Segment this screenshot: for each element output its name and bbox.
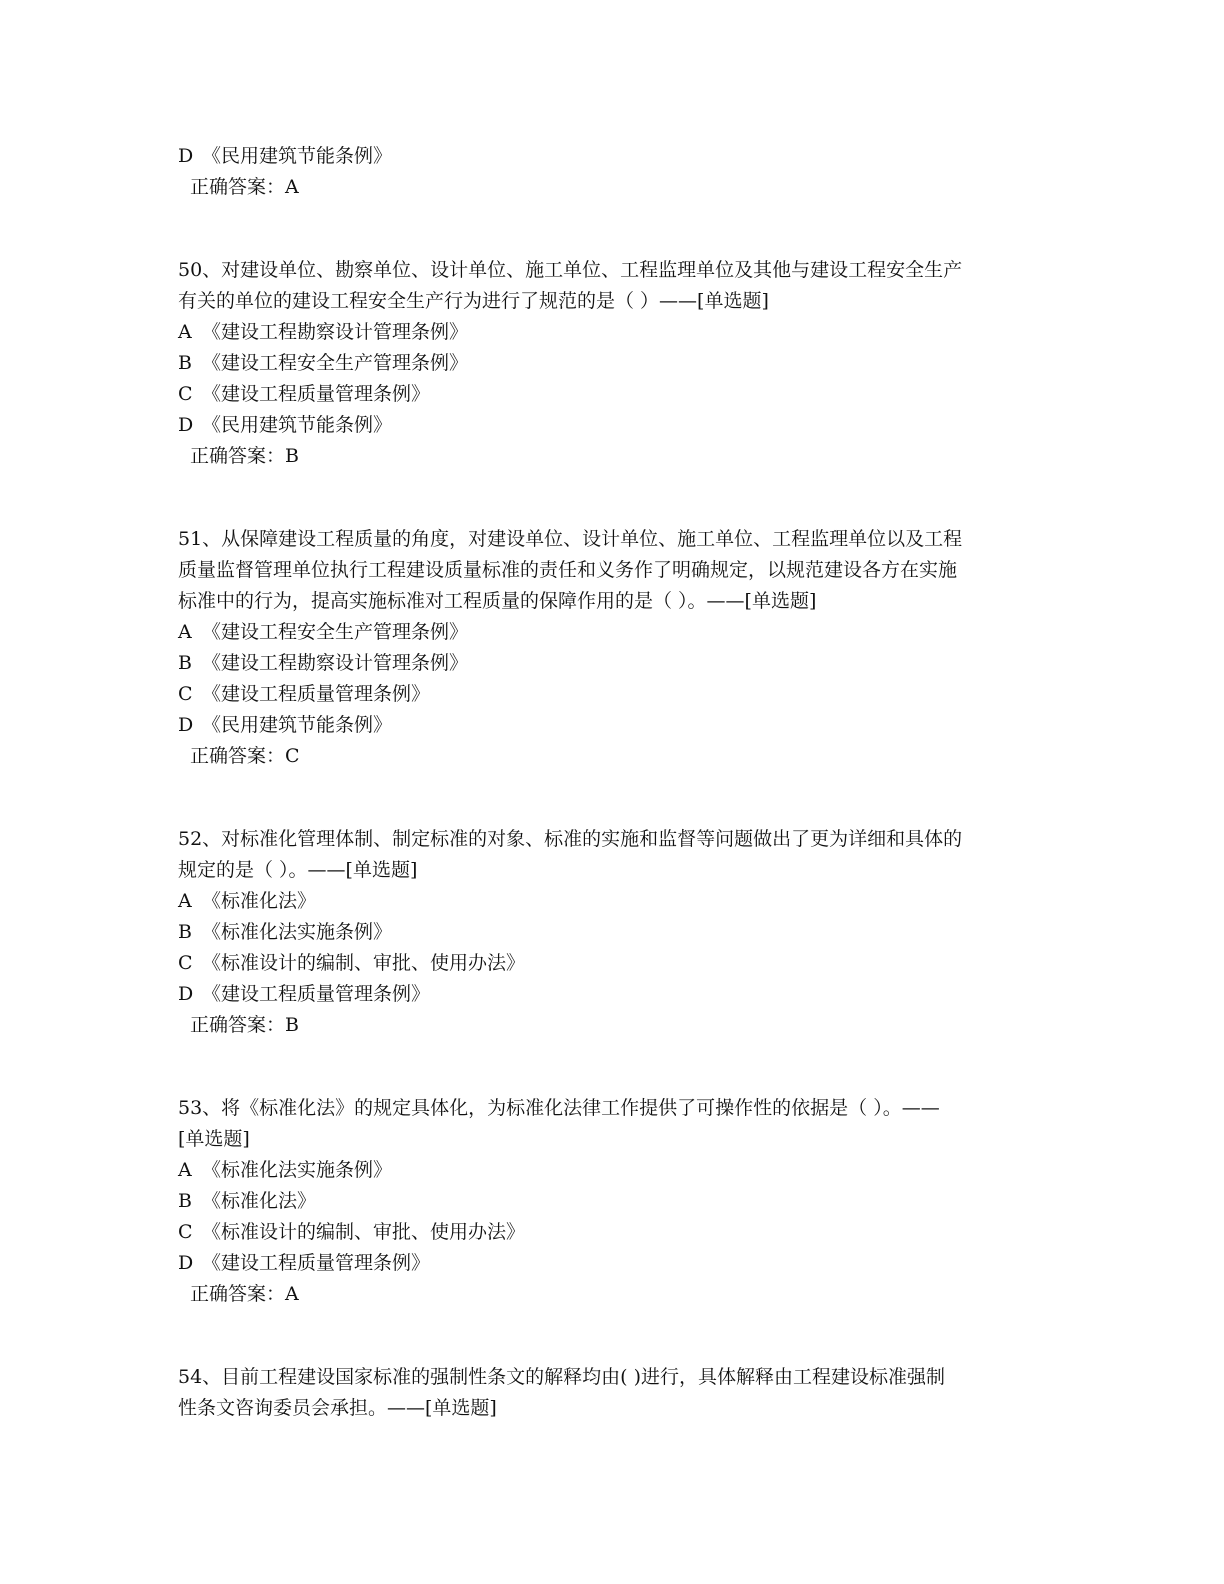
option-text: 《标准设计的编制、审批、使用办法》 (202, 1221, 526, 1243)
question-block-50 (178, 255, 1048, 472)
option-letter: C (178, 383, 193, 405)
question-text-line: 53、将《标准化法》的规定具体化，为标准化法律工作提供了可操作性的依据是（ ）。—— (178, 1097, 940, 1119)
option-text: 《标准化法实施条例》 (202, 1159, 393, 1181)
option-b (178, 348, 1048, 379)
option-text: 《标准化法实施条例》 (202, 921, 393, 943)
option-text: 《建设工程质量管理条例》 (202, 383, 431, 405)
question-text-line: 规定的是（ ）。——[单选题] (178, 859, 418, 881)
option-d (178, 410, 1048, 441)
question-block-51 (178, 524, 1048, 772)
correct-answer: 正确答案：B (190, 445, 299, 467)
question-text-line: 54、目前工程建设国家标准的强制性条文的解释均由( )进行，具体解释由工程建设标准强制 (178, 1366, 946, 1388)
option-letter: B (178, 921, 192, 943)
question-text-line: [单选题] (178, 1128, 250, 1150)
option-d (178, 710, 1048, 741)
option-letter: B (178, 1190, 192, 1212)
option-letter: B (178, 652, 192, 674)
option-text: 《建设工程勘察设计管理条例》 (202, 321, 469, 343)
correct-answer: 正确答案：C (190, 745, 300, 767)
option-text: 《民用建筑节能条例》 (202, 714, 393, 736)
option-text: 《建设工程质量管理条例》 (202, 683, 431, 705)
option-text: 《民用建筑节能条例》 (202, 145, 393, 167)
option-d (178, 1248, 1048, 1279)
option-letter: D (178, 714, 194, 736)
question-text-line: 有关的单位的建设工程安全生产行为进行了规范的是（ ）——[单选题] (178, 290, 769, 312)
correct-answer: 正确答案：B (190, 1014, 299, 1036)
option-a (178, 1155, 1048, 1186)
option-text: 《建设工程质量管理条例》 (202, 983, 431, 1005)
question-block-49-tail (178, 141, 1048, 203)
option-letter: A (178, 321, 192, 343)
option-text: 《标准化法》 (202, 890, 317, 912)
correct-answer: 正确答案：A (190, 1283, 299, 1305)
option-letter: D (178, 145, 194, 167)
option-text: 《建设工程安全生产管理条例》 (202, 352, 469, 374)
option-c (178, 679, 1048, 710)
option-text: 《建设工程质量管理条例》 (202, 1252, 431, 1274)
option-text: 《民用建筑节能条例》 (202, 414, 393, 436)
question-text-line: 52、对标准化管理体制、制定标准的对象、标准的实施和监督等问题做出了更为详细和具体的 (178, 828, 963, 850)
question-block-52 (178, 824, 1048, 1041)
question-text-line: 标准中的行为，提高实施标准对工程质量的保障作用的是（ ）。——[单选题] (178, 590, 817, 612)
question-text-line: 质量监督管理单位执行工程建设质量标准的责任和义务作了明确规定，以规范建设各方在实施 (178, 559, 958, 581)
option-c (178, 1217, 1048, 1248)
option-c (178, 948, 1048, 979)
option-letter: D (178, 983, 194, 1005)
option-text: 《建设工程安全生产管理条例》 (202, 621, 469, 643)
option-letter: A (178, 621, 192, 643)
correct-answer: 正确答案：A (190, 176, 299, 198)
question-text-line: 性条文咨询委员会承担。——[单选题] (178, 1397, 497, 1419)
option-a (178, 617, 1048, 648)
option-letter: C (178, 1221, 193, 1243)
option-letter: D (178, 414, 194, 436)
option-letter: B (178, 352, 192, 374)
option-letter: A (178, 1159, 192, 1181)
option-b (178, 1186, 1048, 1217)
option-c (178, 379, 1048, 410)
option-d (178, 141, 1048, 172)
option-letter: C (178, 683, 193, 705)
option-letter: D (178, 1252, 194, 1274)
option-text: 《标准设计的编制、审批、使用办法》 (202, 952, 526, 974)
option-b (178, 648, 1048, 679)
option-text: 《建设工程勘察设计管理条例》 (202, 652, 469, 674)
option-letter: C (178, 952, 193, 974)
question-text-line: 51、从保障建设工程质量的角度，对建设单位、设计单位、施工单位、工程监理单位以及工程 (178, 528, 963, 550)
option-d (178, 979, 1048, 1010)
option-a (178, 886, 1048, 917)
option-letter: A (178, 890, 192, 912)
question-block-54 (178, 1362, 1048, 1424)
question-text-line: 50、对建设单位、勘察单位、设计单位、施工单位、工程监理单位及其他与建设工程安全生产 (178, 259, 963, 281)
document-page (178, 141, 1048, 1424)
option-b (178, 917, 1048, 948)
option-text: 《标准化法》 (202, 1190, 317, 1212)
question-block-53 (178, 1093, 1048, 1310)
option-a (178, 317, 1048, 348)
